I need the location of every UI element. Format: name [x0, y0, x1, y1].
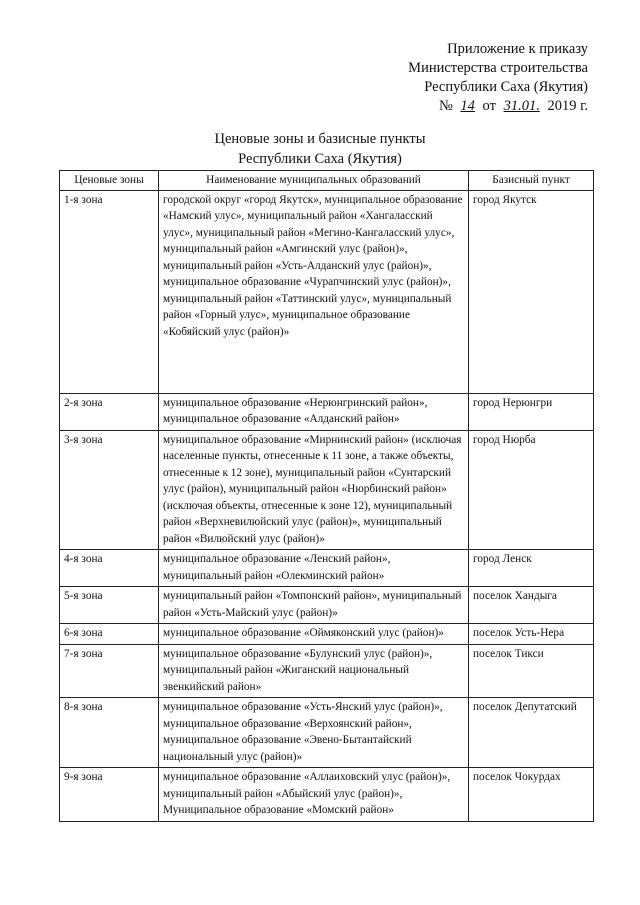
date-label: от [482, 98, 496, 114]
zone-cell: 9-я зона [60, 768, 159, 822]
document-title [0, 129, 640, 169]
header-base-point: Базисный пункт [469, 171, 594, 191]
zone-cell: 6-я зона [60, 624, 159, 645]
price-zones-table [59, 170, 594, 822]
zone-cell: 1-я зона [60, 190, 159, 393]
header-zone: Ценовые зоны [60, 171, 159, 191]
title-line-2: Республики Саха (Якутия) [238, 151, 402, 167]
municipalities-cell: муниципальное образование «Аллаиховский улус (район)», муниципальный район «Абыйский улус (район)», Муниципальное образование «Момский район» [159, 768, 469, 822]
order-year: 2019 г. [547, 98, 588, 114]
number-label: № [438, 98, 453, 114]
zone-cell: 7-я зона [60, 644, 159, 698]
table-row [60, 430, 594, 550]
table-row [60, 393, 594, 430]
base-point-cell: поселок Тикси [469, 644, 594, 698]
base-point-cell: поселок Чокурдах [469, 768, 594, 822]
zone-cell: 2-я зона [60, 393, 159, 430]
header-municipalities: Наименование муниципальных образований [159, 171, 469, 191]
municipalities-cell: муниципальное образование «Нерюнгринский район», муниципальное образование «Алданский район» [159, 393, 469, 430]
document-header [408, 40, 588, 116]
table-row [60, 698, 594, 768]
base-point-cell: поселок Усть-Нера [469, 624, 594, 645]
base-point-cell: поселок Хандыга [469, 587, 594, 624]
municipalities-cell: муниципальное образование «Ленский район», муниципальный район «Олекминский район» [159, 550, 469, 587]
municipalities-cell: муниципальный район «Томпонский район», муниципальный район «Усть-Майский улус (район)» [159, 587, 469, 624]
header-line-2: Министерства строительства [408, 60, 588, 76]
table-row [60, 768, 594, 822]
table-row [60, 190, 594, 393]
title-line-1: Ценовые зоны и базисные пункты [214, 131, 426, 147]
header-line-3: Республики Саха (Якутия) [424, 79, 588, 95]
base-point-cell: город Нюрба [469, 430, 594, 550]
zone-cell: 8-я зона [60, 698, 159, 768]
zone-cell: 5-я зона [60, 587, 159, 624]
zone-cell: 4-я зона [60, 550, 159, 587]
header-line-1: Приложение к приказу [447, 41, 588, 57]
zone-cell: 3-я зона [60, 430, 159, 550]
base-point-cell: город Якутск [469, 190, 594, 393]
base-point-cell: поселок Депутатский [469, 698, 594, 768]
table-row [60, 550, 594, 587]
municipalities-cell: муниципальное образование «Усть-Янский улус (район)», муниципальное образование «Верхоянский район», муниципальное образование «Эвено-Бытантайский национальный улус (район)» [159, 698, 469, 768]
municipalities-cell: муниципальное образование «Мирнинский район» (исключая населенные пункты, отнесенные к 11 зоне, а также объекты, отнесенные к 12 зоне), муниципальный район «Сунтарский улус (район), муниципальный район «Нюрбинский район» (исключая объекты, отнесенные к зоне 12), муниципальный район «Верхневилюйский улус (район)», муниципальный район «Вилюйский улус (район)» [159, 430, 469, 550]
municipalities-cell: муниципальное образование «Оймяконский улус (район)» [159, 624, 469, 645]
order-date: 31.01. [503, 98, 540, 114]
table-row [60, 587, 594, 624]
municipalities-cell: муниципальное образование «Булунский улус (район)», муниципальный район «Жиганский национальный эвенкийский район» [159, 644, 469, 698]
table-header-row [60, 171, 594, 191]
table-row [60, 644, 594, 698]
municipalities-cell: городской округ «город Якутск», муниципальное образование «Намский улус», муниципальный район «Хангаласский улус», муниципальный район «Мегино-Кангаласский улус», муниципальный район «Амгинский улус (район)», муниципальный район «Усть-Алданский улус (район)», муниципальное образование «Чурапчинский улус (район)», муниципальный район «Таттинский улус», муниципальный район «Горный улус», муниципальное образование «Кобяйский улус (район)» [159, 190, 469, 393]
order-number-line [408, 97, 588, 116]
table-row [60, 624, 594, 645]
base-point-cell: город Ленск [469, 550, 594, 587]
order-number: 14 [460, 98, 475, 114]
base-point-cell: город Нерюнгри [469, 393, 594, 430]
